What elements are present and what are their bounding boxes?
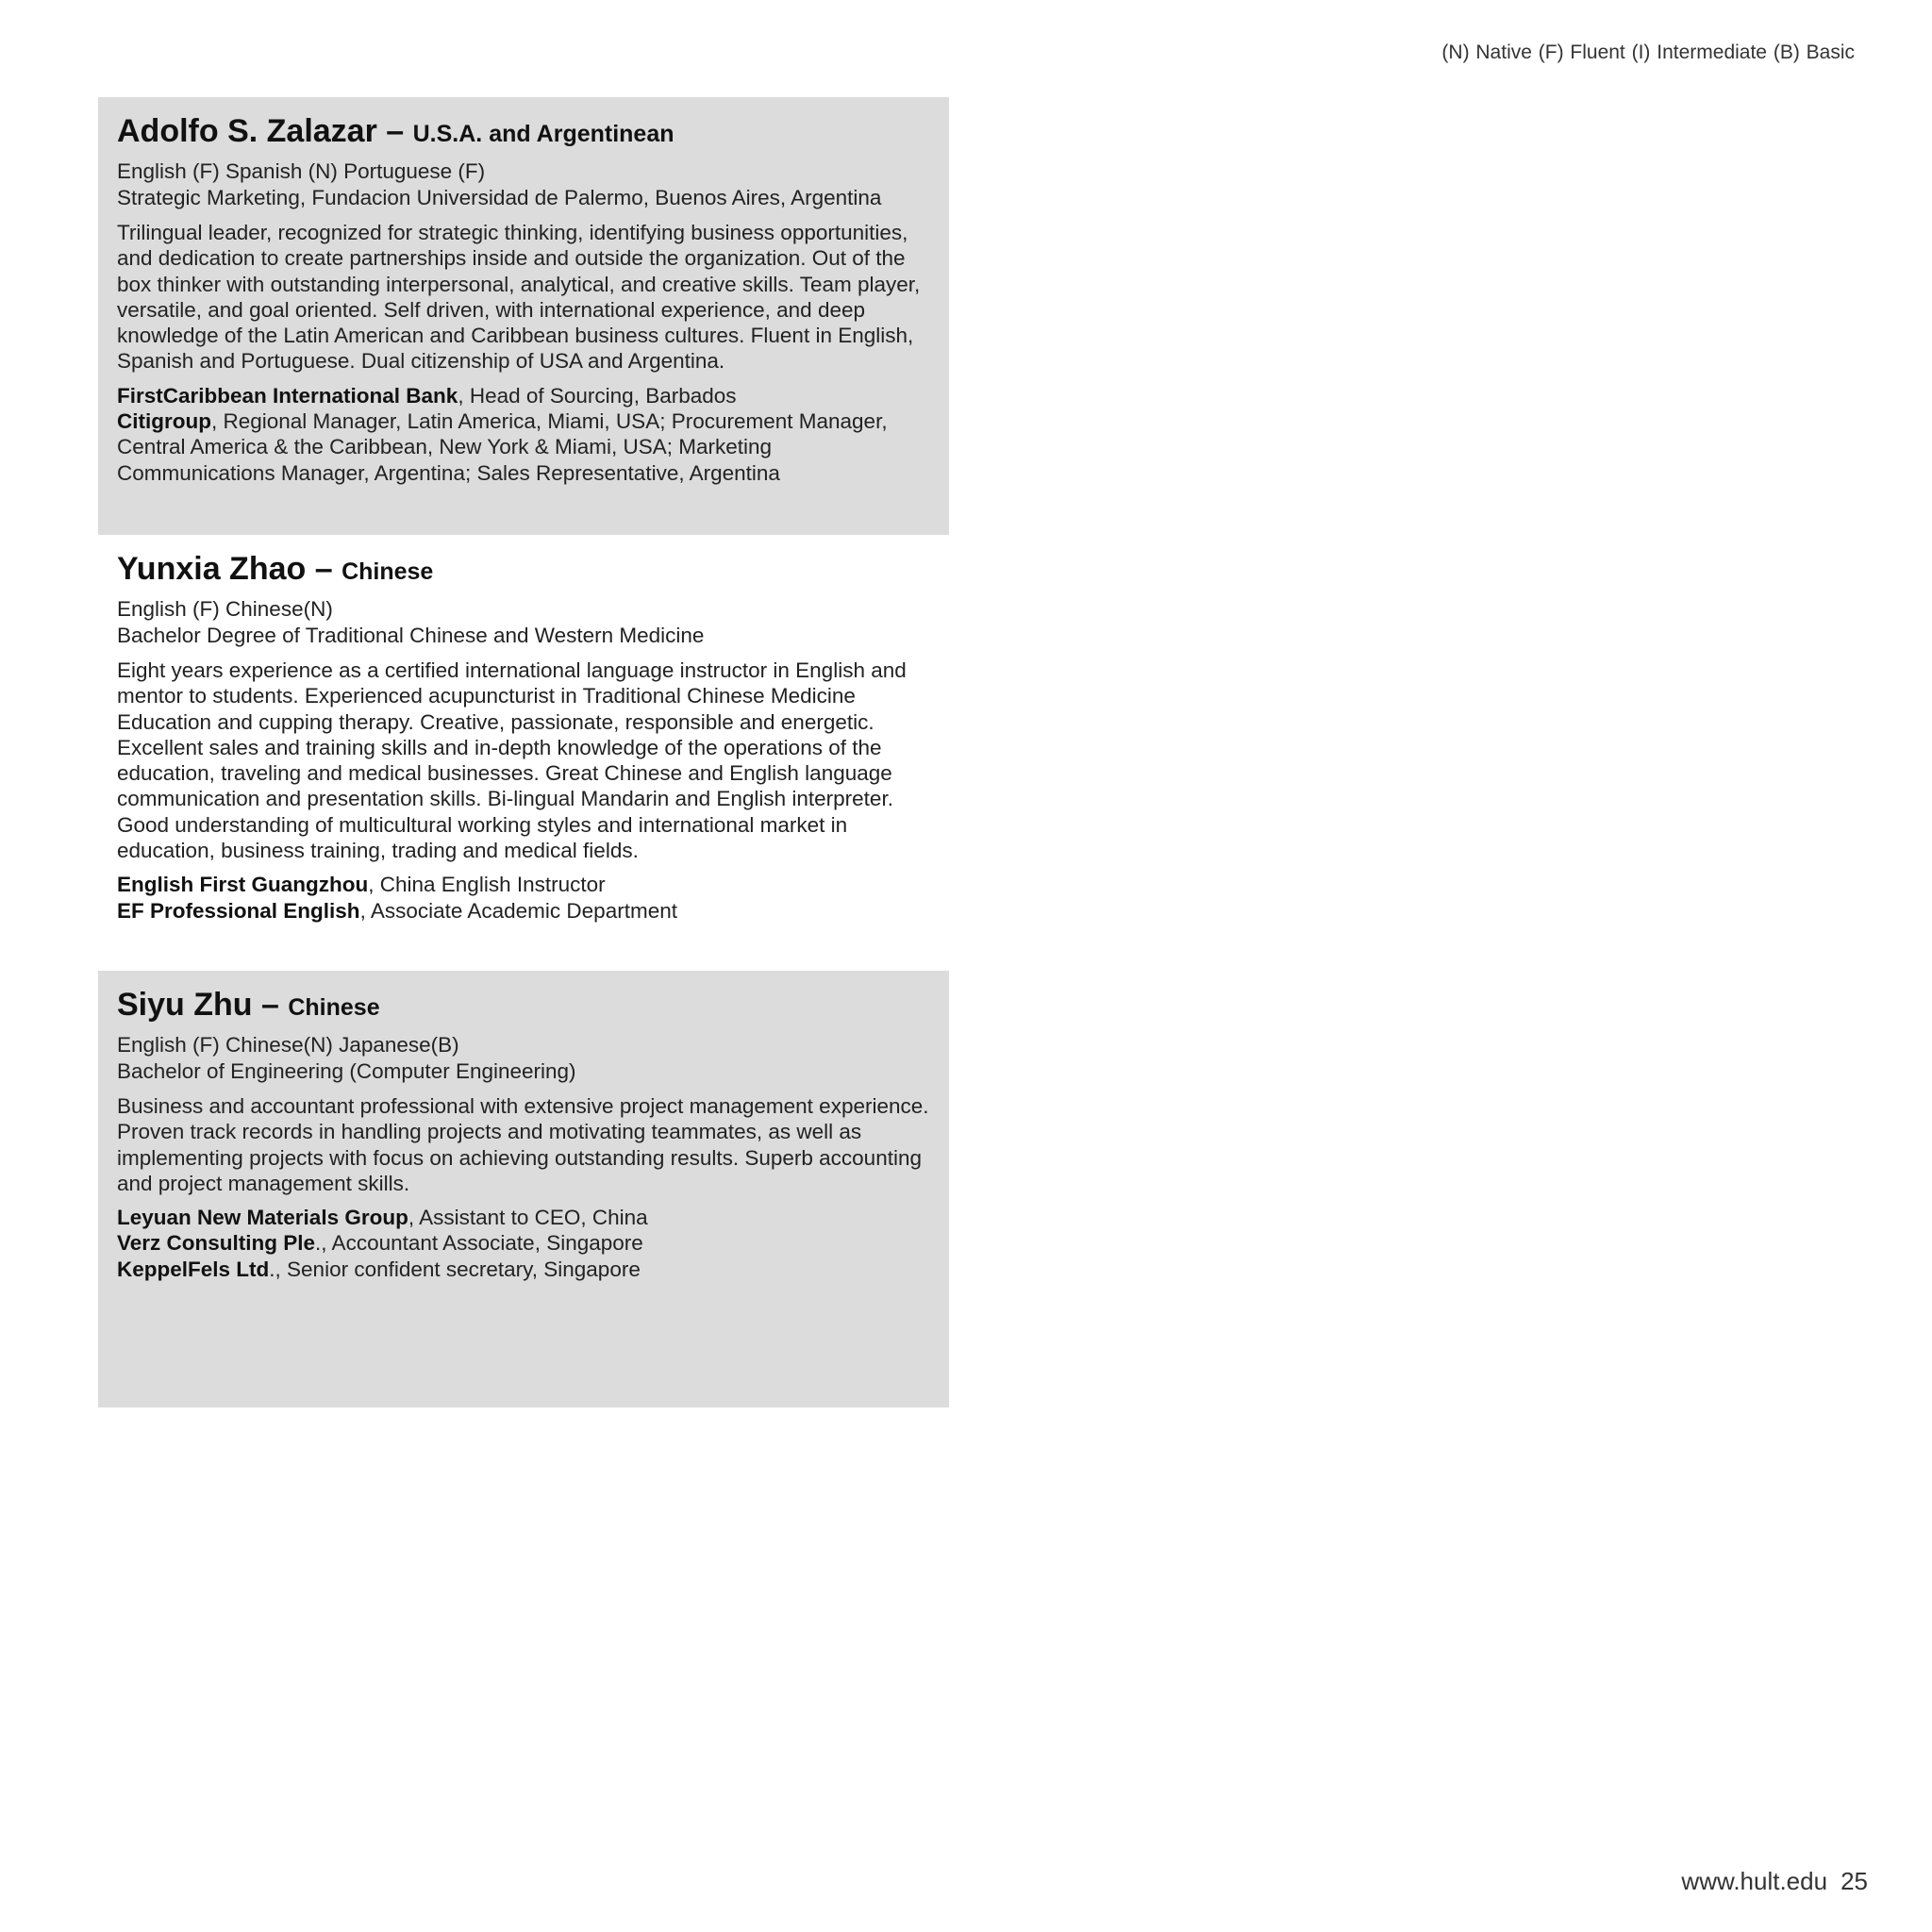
profile-card: [98, 97, 949, 535]
experience-company: English First Guangzhou: [117, 873, 369, 897]
experience-company: Verz Consulting Ple: [117, 1231, 316, 1256]
profile-education: Bachelor Degree of Traditional Chinese and Western Medicine: [117, 623, 705, 647]
experience-company: EF Professional English: [117, 898, 360, 923]
experience-detail: , Head of Sourcing, Barbados: [458, 383, 737, 408]
experience-detail: , Assistant to CEO, China: [408, 1206, 648, 1230]
profile-languages: English (F) Spanish (N) Portuguese (F): [117, 159, 486, 183]
experience-item: [117, 1230, 891, 1256]
profile-bio: Business and accountant professional with extensive project management experience. Proven track records in handling projects and motivating teammates, as well as implementing projects with focus on achieving outstanding results. Superb accounting and project management skills.: [117, 1094, 929, 1195]
experience-item: [117, 898, 891, 924]
profile-name: Siyu Zhu –: [117, 987, 289, 1023]
experience-company: Leyuan New Materials Group: [117, 1206, 408, 1230]
experience-company: KeppelFels Ltd: [117, 1257, 270, 1281]
profile-experience: [117, 383, 891, 486]
profile-education: Strategic Marketing, Fundacion Universidad de Palermo, Buenos Aires, Argentina: [117, 185, 882, 209]
profile-name: Yunxia Zhao –: [117, 551, 342, 587]
experience-detail: , China English Instructor: [368, 873, 606, 897]
language-legend: (N) Native (F) Fluent (I) Intermediate (B) Basic: [1441, 42, 1855, 63]
profile-card: [98, 971, 949, 1407]
experience-item: [117, 383, 891, 408]
experience-company: Citigroup: [117, 409, 211, 434]
experience-detail: , Associate Academic Department: [359, 898, 677, 923]
profile-nationality: Chinese: [288, 994, 380, 1021]
profile-name: Adolfo S. Zalazar –: [117, 113, 413, 149]
profile-nationality: U.S.A. and Argentinean: [412, 121, 675, 147]
experience-item: [117, 1205, 891, 1230]
profile-nationality: Chinese: [341, 558, 434, 585]
profile-experience: [117, 872, 891, 924]
experience-detail: ., Accountant Associate, Singapore: [315, 1231, 643, 1256]
profile-card: [98, 535, 949, 971]
profile-experience: [117, 1205, 891, 1282]
profile-languages: English (F) Chinese(N): [117, 597, 333, 621]
experience-item: [117, 408, 891, 486]
experience-company: FirstCaribbean International Bank: [117, 383, 458, 408]
experience-item: [117, 872, 891, 897]
profile-languages: English (F) Chinese(N) Japanese(B): [117, 1033, 459, 1057]
experience-detail: , Regional Manager, Latin America, Miami, USA; Procurement Manager, Central America & the Caribbean, New York & Miami, USA; Marketing Communications Manager, Argentina; Sales Representative, Argentina: [117, 409, 888, 485]
profile-name-line: [117, 984, 930, 1028]
profile-name-line: [117, 548, 930, 592]
profile-name-line: [117, 110, 930, 155]
page-footer: [1681, 1867, 1868, 1896]
experience-detail: ., Senior confident secretary, Singapore: [269, 1257, 641, 1281]
profile-bio: Trilingual leader, recognized for strategic thinking, identifying business opportunities, and dedication to create partnerships inside and outside the organization. Out of the box thinker with outstanding interpersonal, analytical, and creative skills. Team player, versatile, and goal oriented. Self driven, with international experience, and deep knowledge of the Latin American and Caribbean business cultures. Fluent in English, Spanish and Portuguese. Dual citizenship of USA and Argentina.: [117, 221, 921, 374]
footer-url: www.hult.edu: [1681, 1867, 1828, 1895]
experience-item: [117, 1257, 891, 1282]
profile-bio: Eight years experience as a certified international language instructor in English and mentor to students. Experienced acupuncturist in Traditional Chinese Medicine Education and cupping therapy. Creative, passionate, responsible and energetic. Excellent sales and training skills and in-depth knowledge of the operations of the education, traveling and medical businesses. Great Chinese and English language communication and presentation skills. Bi-lingual Mandarin and English interpreter. Good understanding of multicultural working styles and international market in education, business training, trading and medical fields.: [117, 658, 907, 863]
profile-education: Bachelor of Engineering (Computer Engineering): [117, 1058, 576, 1083]
page-number: 25: [1840, 1867, 1868, 1895]
